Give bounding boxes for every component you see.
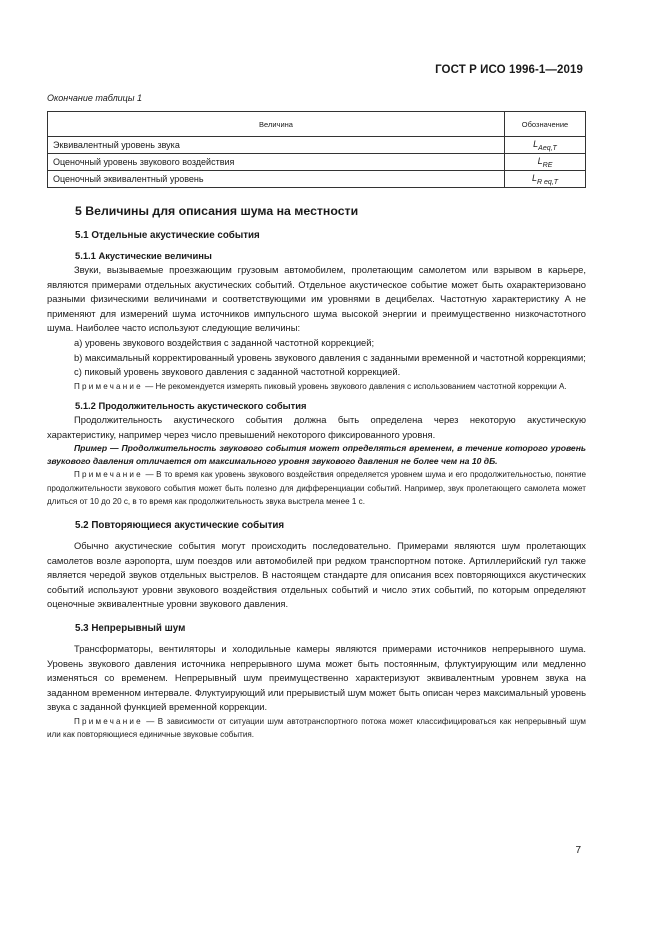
section-5-2-heading: 5.2 Повторяющиеся акустические события [75, 519, 285, 531]
quantities-table [47, 111, 586, 188]
symbol-subscript: R eq,T [537, 178, 559, 186]
section-5-3-heading: 5.3 Непрерывный шум [75, 622, 186, 634]
symbol-main: L [533, 138, 539, 149]
note-label: Примечание [74, 470, 143, 480]
table-row [48, 171, 586, 188]
symbol-subscript: RE [542, 161, 553, 169]
section-5-1-heading: 5.1 Отдельные акустические события [75, 230, 260, 241]
note [47, 380, 586, 394]
symbol-subscript: Aeq,T [538, 144, 557, 152]
note-text: — В зависимости от ситуации шум автотранспортного потока может классифицироваться как непрерывный шум или как повторяющиеся единичные звуковые события. [47, 716, 586, 740]
column-header-quantity: Величина [48, 112, 505, 137]
symbol-cell [505, 154, 586, 171]
section-5-1-2-paragraph: Продолжительность акустического события должна быть определена через некоторую акустическую характеристику, например через число превышений некоторого фиксированного уровня. [47, 414, 586, 440]
symbol-main: L [537, 155, 543, 166]
quantity-cell: Оценочный эквивалентный уровень [48, 171, 505, 188]
column-header-symbol: Обозначение [505, 112, 586, 137]
section-5-2-paragraph: Обычно акустические события могут происходить последовательно. Примерами являются шум пролетающих самолетов возле аэропорта, шум поездов или автомобилей при редком транспортном потоке. Артиллерийский гул также является чередой звуков отдельных выстрелов. В настоящем стандарте для описания всех повторяющихся акустических событий используют уровни звукового воздействия отдельных событий и число этих событий, по которым определяют оценочные эквивалентные уровни звукового давления. [47, 539, 586, 610]
page-number: 7 [575, 845, 581, 856]
note [47, 468, 586, 509]
table-row [48, 137, 586, 154]
note-text: — Не рекомендуется измерять пиковый уровень звукового давления с использованием частотной коррекции A. [142, 381, 567, 391]
section-5-heading: 5 Величины для описания шума на местности [75, 204, 359, 218]
list-item: с) пиковый уровень звукового давления с заданной частотной коррекцией. [74, 366, 401, 378]
note-label: Примечание [74, 716, 143, 726]
table-header-row [48, 112, 586, 137]
quantity-cell: Оценочный уровень звукового воздействия [48, 154, 505, 171]
section-5-1-2-heading: 5.1.2 Продолжительность акустического события [75, 400, 307, 412]
example: Пример — Продолжительность звукового события может определяться временем, в течение которого уровень звукового давления отличается от максимального уровня звукового давления не более чем на 10 дБ. [47, 443, 586, 467]
main-content [47, 204, 586, 742]
standard-header: ГОСТ Р ИСО 1996-1—2019 [435, 64, 583, 76]
symbol-main: L [531, 172, 537, 183]
quantity-cell: Эквивалентный уровень звука [48, 137, 505, 154]
note [47, 715, 586, 742]
section-5-3-paragraph: Трансформаторы, вентиляторы и холодильные камеры являются примерами источников непрерывного шума. Уровень звукового давления источника непрерывного шума может быть постоянным, флуктуирующим или медленно изменяться со временем. Непрерывный шум преимущественно характеризуют эквивалентным уровнем звука на заданном временном интервале. Флуктуирующий или прерывистый шум может быть описан через максимальный уровень звука с заданной функцией временной коррекции. [47, 642, 586, 713]
table-row [48, 154, 586, 171]
section-5-1-1-paragraph: Звуки, вызываемые проезжающим грузовым автомобилем, пролетающим самолетом или взрывом в карьере, являются примерами отдельных акустических событий. Отдельное акустическое событие может быть охарактеризовано разными физическими величинами и соответствующими им уровнями в децибелах. Частотную характеристику A не применяют для измерений шума источников импульсного шума высокой энергии и преимущественно низкочастотного шума. Наиболее часто используют следующие величины: [47, 264, 586, 334]
list-item: b) максимальный корректированный уровень звукового давления с заданными временной и частотной коррекциями; [74, 351, 586, 363]
note-label: Примечание [74, 381, 143, 391]
symbol-cell [505, 137, 586, 154]
section-5-1-1-heading: 5.1.1 Акустические величины [75, 250, 212, 261]
table-caption: Окончание таблицы 1 [47, 93, 142, 103]
list-item: а) уровень звукового воздействия с заданной частотной коррекцией; [74, 336, 375, 348]
symbol-cell [505, 171, 586, 188]
note-text: — В то время как уровень звукового воздействия определяется уровнем шума и его продолжительностью, понятие продолжительности звукового события может быть полезно для дифференциации событий. Например, звук пролетающего самолета может длиться от 10 до 20 с, в то время как продолжительность звука выстрела менее 1 с. [47, 470, 586, 507]
